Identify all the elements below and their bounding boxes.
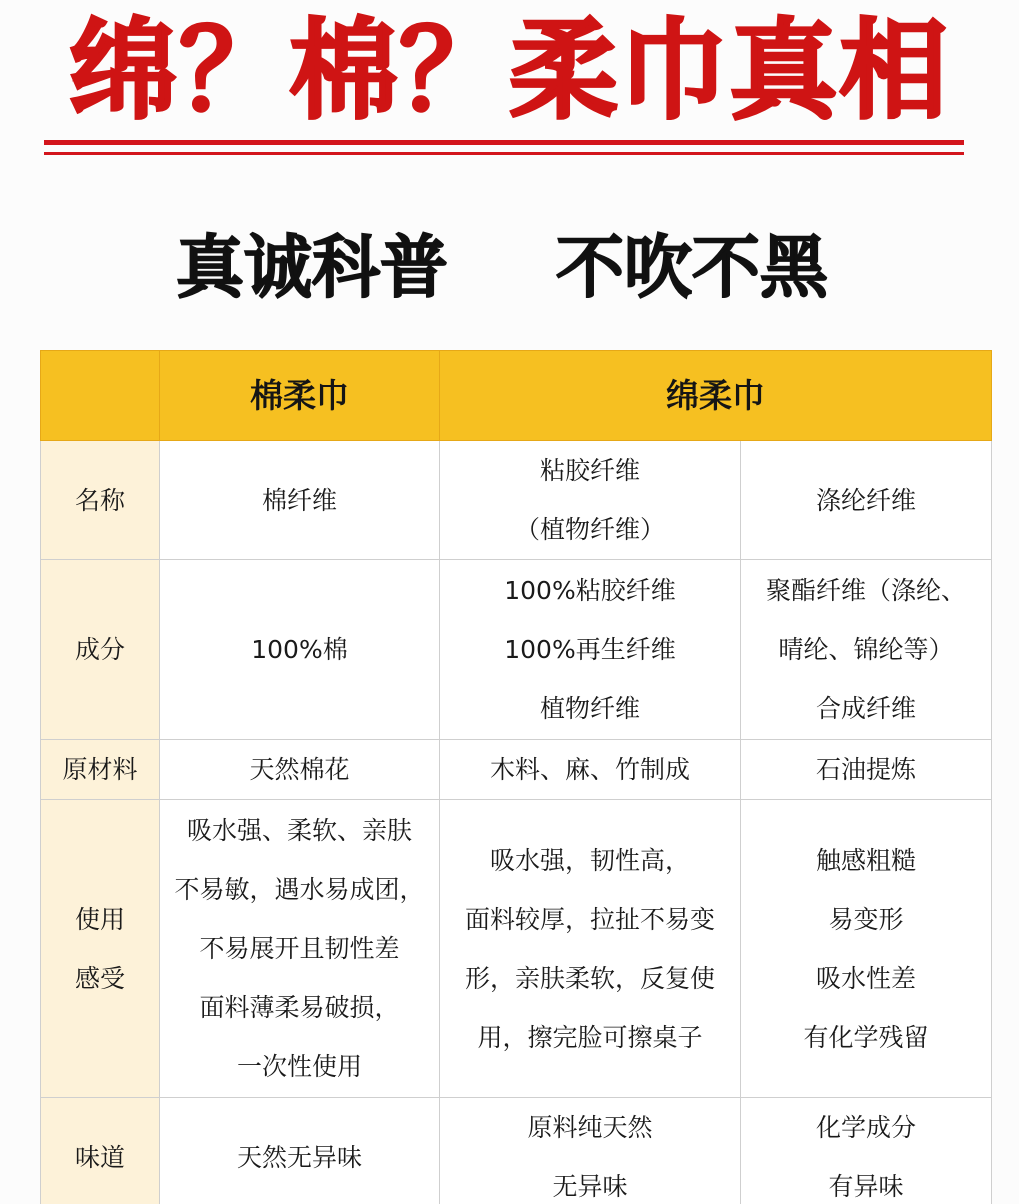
table-row — [41, 800, 992, 1098]
cell-polyester — [741, 441, 992, 560]
cell-text-line: 吸水强，韧性高， — [489, 845, 690, 875]
cell-text-line: 面料薄柔易破损， — [199, 993, 400, 1022]
cell-text-line: 涤纶纤维 — [815, 485, 916, 515]
table-row — [41, 441, 992, 560]
header-soft-towel: 绵柔巾 — [440, 351, 992, 441]
cell-viscose — [440, 441, 741, 560]
cell-text-line: 聚酯纤维（涤纶、 — [765, 576, 966, 605]
cell-text-line: 成分 — [74, 635, 125, 664]
cell-text-line: 天然棉花 — [249, 755, 350, 784]
cell-text-line: 石油提炼 — [815, 755, 916, 784]
cell-text-line: 使用 — [74, 904, 125, 934]
cell-text-line: 化学成分 — [815, 1113, 916, 1142]
table-header-row — [41, 351, 992, 441]
table-row — [41, 560, 992, 740]
row-label — [41, 740, 160, 800]
row-label — [41, 800, 160, 1098]
cell-text-line: 原材料 — [62, 755, 138, 784]
subtitle-right: 不吹不黑 — [556, 229, 829, 308]
cell-text-line: 木料、麻、竹制成 — [489, 755, 690, 784]
cell-text-line: 感受 — [74, 963, 125, 993]
cell-text-line: 不易敏，遇水易成团， — [174, 875, 425, 904]
cell-text-line: 100%棉 — [251, 635, 348, 664]
cell-cotton — [160, 740, 440, 800]
header-cotton-towel: 棉柔巾 — [160, 351, 440, 441]
cell-text-line: 棉纤维 — [261, 485, 337, 515]
cell-text-line: 吸水强、柔软、亲肤 — [186, 816, 412, 845]
cell-text-line: 晴纶、锦纶等） — [778, 635, 954, 664]
title-underline-thin — [44, 152, 964, 155]
cell-cotton — [160, 441, 440, 560]
cell-viscose — [440, 800, 741, 1098]
cell-text-line: 原料纯天然 — [527, 1113, 653, 1142]
cell-text-line: 100%再生纤维 — [504, 635, 676, 664]
table-row — [41, 1098, 992, 1204]
cell-text-line: 植物纤维 — [539, 694, 640, 723]
cell-polyester — [741, 560, 992, 740]
table-row — [41, 740, 992, 800]
cell-text-line: 合成纤维 — [815, 694, 916, 723]
title-underline — [44, 140, 964, 145]
page-title: 绵？棉？柔巾真相 — [69, 9, 950, 134]
header-corner-cell — [41, 351, 160, 441]
cell-cotton — [160, 560, 440, 740]
cell-text-line: 100%粘胶纤维 — [504, 576, 676, 605]
cell-text-line: （植物纤维） — [514, 515, 665, 544]
cell-polyester — [741, 800, 992, 1098]
cell-text-line: 有异味 — [828, 1172, 904, 1201]
cell-text-line: 有化学残留 — [803, 1022, 929, 1052]
row-label — [41, 560, 160, 740]
cell-text-line: 一次性使用 — [236, 1052, 362, 1081]
cell-text-line: 面料较厚，拉扯不易变 — [464, 904, 715, 934]
cell-text-line: 天然无异味 — [236, 1142, 362, 1172]
cell-text-line: 触感粗糙 — [815, 845, 916, 875]
subtitle-left: 真诚科普 — [176, 229, 449, 308]
cell-cotton — [160, 1098, 440, 1204]
cell-text-line: 形，亲肤柔软，反复使 — [464, 963, 715, 993]
cell-text-line: 名称 — [74, 485, 125, 515]
row-label — [41, 1098, 160, 1204]
cell-text-line: 味道 — [74, 1142, 125, 1172]
cell-viscose — [440, 560, 741, 740]
row-label — [41, 441, 160, 560]
cell-viscose — [440, 740, 741, 800]
cell-text-line: 用，擦完脸可擦桌子 — [477, 1022, 703, 1052]
cell-text-line: 不易展开且韧性差 — [199, 934, 400, 963]
cell-viscose — [440, 1098, 741, 1204]
cell-polyester — [741, 1098, 992, 1204]
cell-text-line: 无异味 — [552, 1172, 628, 1201]
cell-polyester — [741, 740, 992, 800]
cell-cotton — [160, 800, 440, 1098]
cell-text-line: 粘胶纤维 — [539, 456, 640, 485]
cell-text-line: 易变形 — [828, 904, 904, 934]
comparison-table — [40, 350, 992, 1204]
cell-text-line: 吸水性差 — [815, 963, 916, 993]
